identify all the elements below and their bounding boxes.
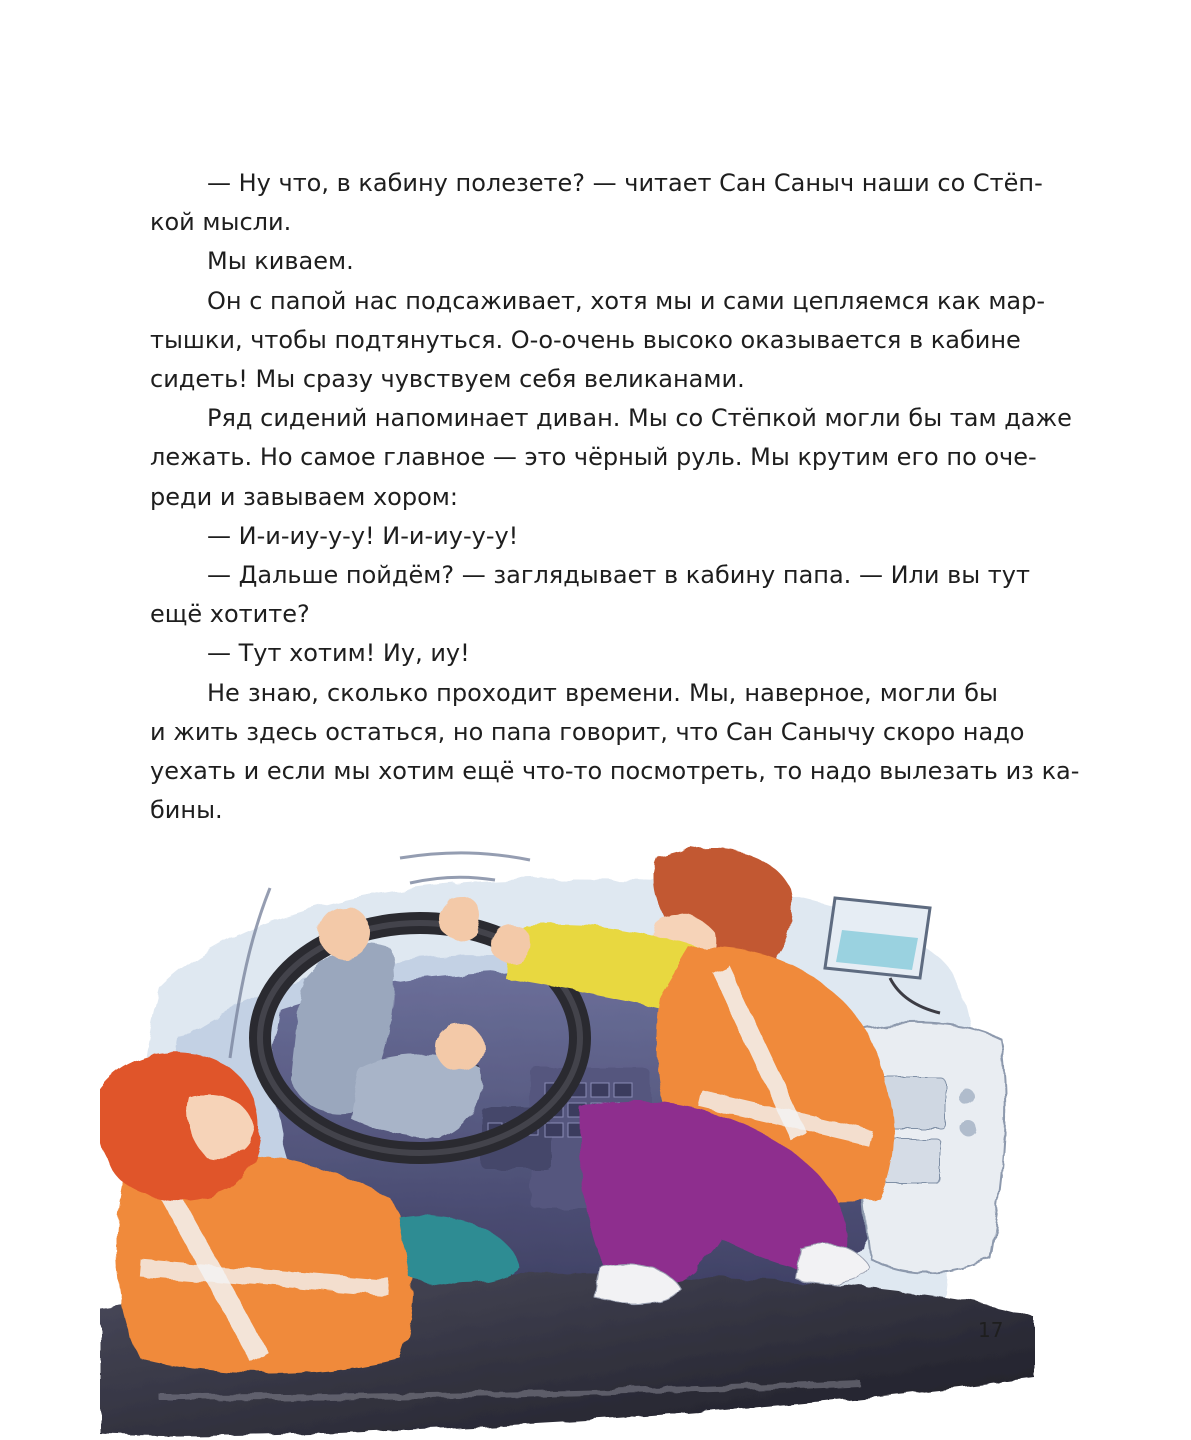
page-number: 17 xyxy=(978,1318,1004,1342)
paragraph-8 xyxy=(150,674,1080,831)
truck-cab-illustration xyxy=(100,838,1035,1440)
paragraph-1 xyxy=(150,164,1043,242)
text-line: лежать. Но самое главное — это чёрный руль. Мы крутим его по оче- xyxy=(150,443,1037,472)
text-line: — Ну что, в кабину полезете? — читает Сан Саныч наши со Стёп- xyxy=(207,169,1043,197)
paragraph-4 xyxy=(150,399,1072,517)
text-line: Не знаю, сколько проходит времени. Мы, наверное, могли бы xyxy=(207,678,998,707)
text-line: кой мысли. xyxy=(150,208,292,237)
text-line: Он с папой нас подсаживает, хотя мы и сами цепляемся как мар- xyxy=(207,286,1046,315)
text-line: реди и завываем хором: xyxy=(150,482,458,511)
story-text xyxy=(150,164,1080,830)
text-line: и жить здесь остаться, но папа говорит, что Сан Санычу скоро надо xyxy=(150,717,1025,746)
paragraph-7 xyxy=(150,634,998,673)
text-line: Мы киваем. xyxy=(207,247,354,276)
text-line: бины. xyxy=(150,796,223,825)
text-line: — И-и-иу-у-у! И-и-иу-у-у! xyxy=(207,521,519,550)
paragraph-6 xyxy=(150,556,1030,634)
paragraph-5 xyxy=(150,517,998,556)
text-line: тышки, чтобы подтянуться. О-о-очень высоко оказывается в кабине xyxy=(150,325,1021,354)
text-line: — Дальше пойдём? — заглядывает в кабину папа. — Или вы тут xyxy=(207,561,1030,590)
text-line: — Тут хотим! Иу, иу! xyxy=(207,639,470,668)
text-line: уехать и если мы хотим ещё что-то посмотреть, то надо вылезать из ка- xyxy=(150,757,1080,786)
text-line: ещё хотите? xyxy=(150,600,310,629)
text-line: Ряд сидений напоминает диван. Мы со Стёпкой могли бы там даже xyxy=(207,404,1072,433)
text-line: сидеть! Мы сразу чувствуем себя великанами. xyxy=(150,365,745,394)
paragraph-3 xyxy=(150,282,1046,400)
paragraph-2 xyxy=(150,242,998,281)
